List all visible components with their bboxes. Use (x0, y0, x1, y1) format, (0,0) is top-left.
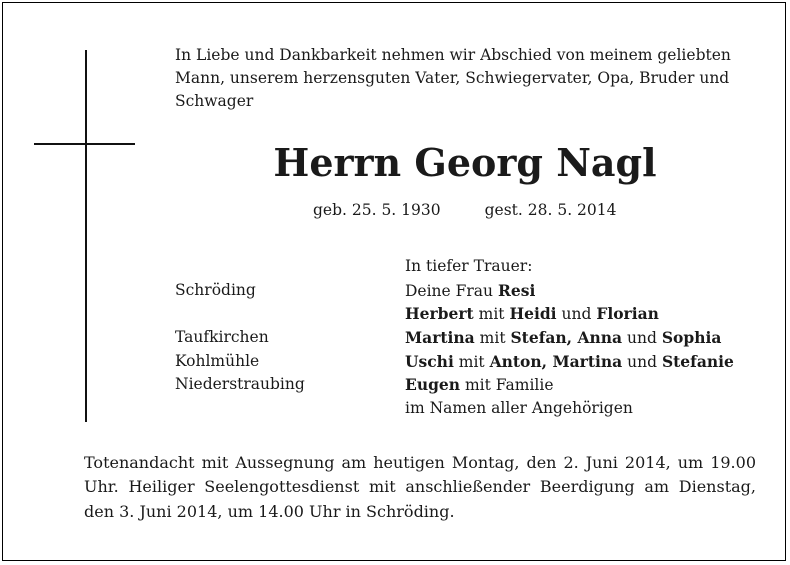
mourner-text: Deine Frau (405, 281, 498, 300)
place-item: Kohlmühle (175, 351, 260, 370)
birth-date: geb. 25. 5. 1930 (313, 201, 441, 219)
mourner-name: Resi (497, 280, 536, 300)
place-item: Schröding (175, 280, 256, 299)
mourner-name: Heidi (509, 304, 557, 324)
mourner-item (405, 279, 765, 303)
mourner-item (405, 350, 765, 374)
places-list (175, 279, 305, 421)
mourner-name: Stefan, Anna (510, 328, 623, 348)
mourner-text: mit (474, 329, 511, 348)
mourner-text: mit (453, 352, 490, 371)
place-item: Taufkirchen (175, 328, 269, 347)
life-dates (313, 201, 617, 219)
mourners-list (405, 255, 765, 421)
mourner-name: Herbert (405, 304, 474, 324)
mourner-name: Florian (596, 304, 659, 324)
mourner-item (405, 302, 765, 326)
mourner-name: Sophia (661, 328, 722, 348)
mourner-text: mit (473, 305, 510, 324)
mourner-name: Uschi (405, 351, 454, 371)
cross-icon-vertical (85, 50, 87, 422)
place-item: Niederstraubing (175, 375, 305, 394)
service-announcement: Totenandacht mit Aussegnung am heutigen Montag, den 2. Juni 2014, um 19.00 Uhr. Heiliger Seelengottesdienst mit anschließender Beerdigung am Dienstag, den 3. Juni 2014, um 14.00 Uhr in Schröding. (84, 453, 756, 521)
mourner-text: und (622, 329, 662, 348)
mourner-text: und (556, 305, 597, 324)
death-date: gest. 28. 5. 2014 (484, 201, 617, 219)
mourner-name: Eugen (405, 375, 461, 395)
mourner-item (405, 326, 765, 350)
mourner-text: mit Familie (460, 376, 554, 395)
mourner-name: Anton, Martina (489, 351, 623, 371)
deceased-name: Herrn Georg Nagl (273, 140, 657, 185)
place-item (175, 397, 305, 421)
mourning-heading: In tiefer Trauer: (405, 257, 533, 275)
mourner-name: Martina (405, 328, 475, 348)
mourner-name: Stefanie (661, 351, 734, 371)
mourner-text: und (622, 352, 662, 371)
mourner-item (405, 373, 765, 397)
mourner-text: im Namen aller Angehörigen (405, 399, 633, 418)
intro-text: In Liebe und Dankbarkeit nehmen wir Abschied von meinem geliebten Mann, unserem herzensguten Vater, Schwiegervater, Opa, Bruder und Schwager (175, 46, 731, 110)
mourner-item (405, 397, 765, 421)
place-item (175, 302, 305, 326)
